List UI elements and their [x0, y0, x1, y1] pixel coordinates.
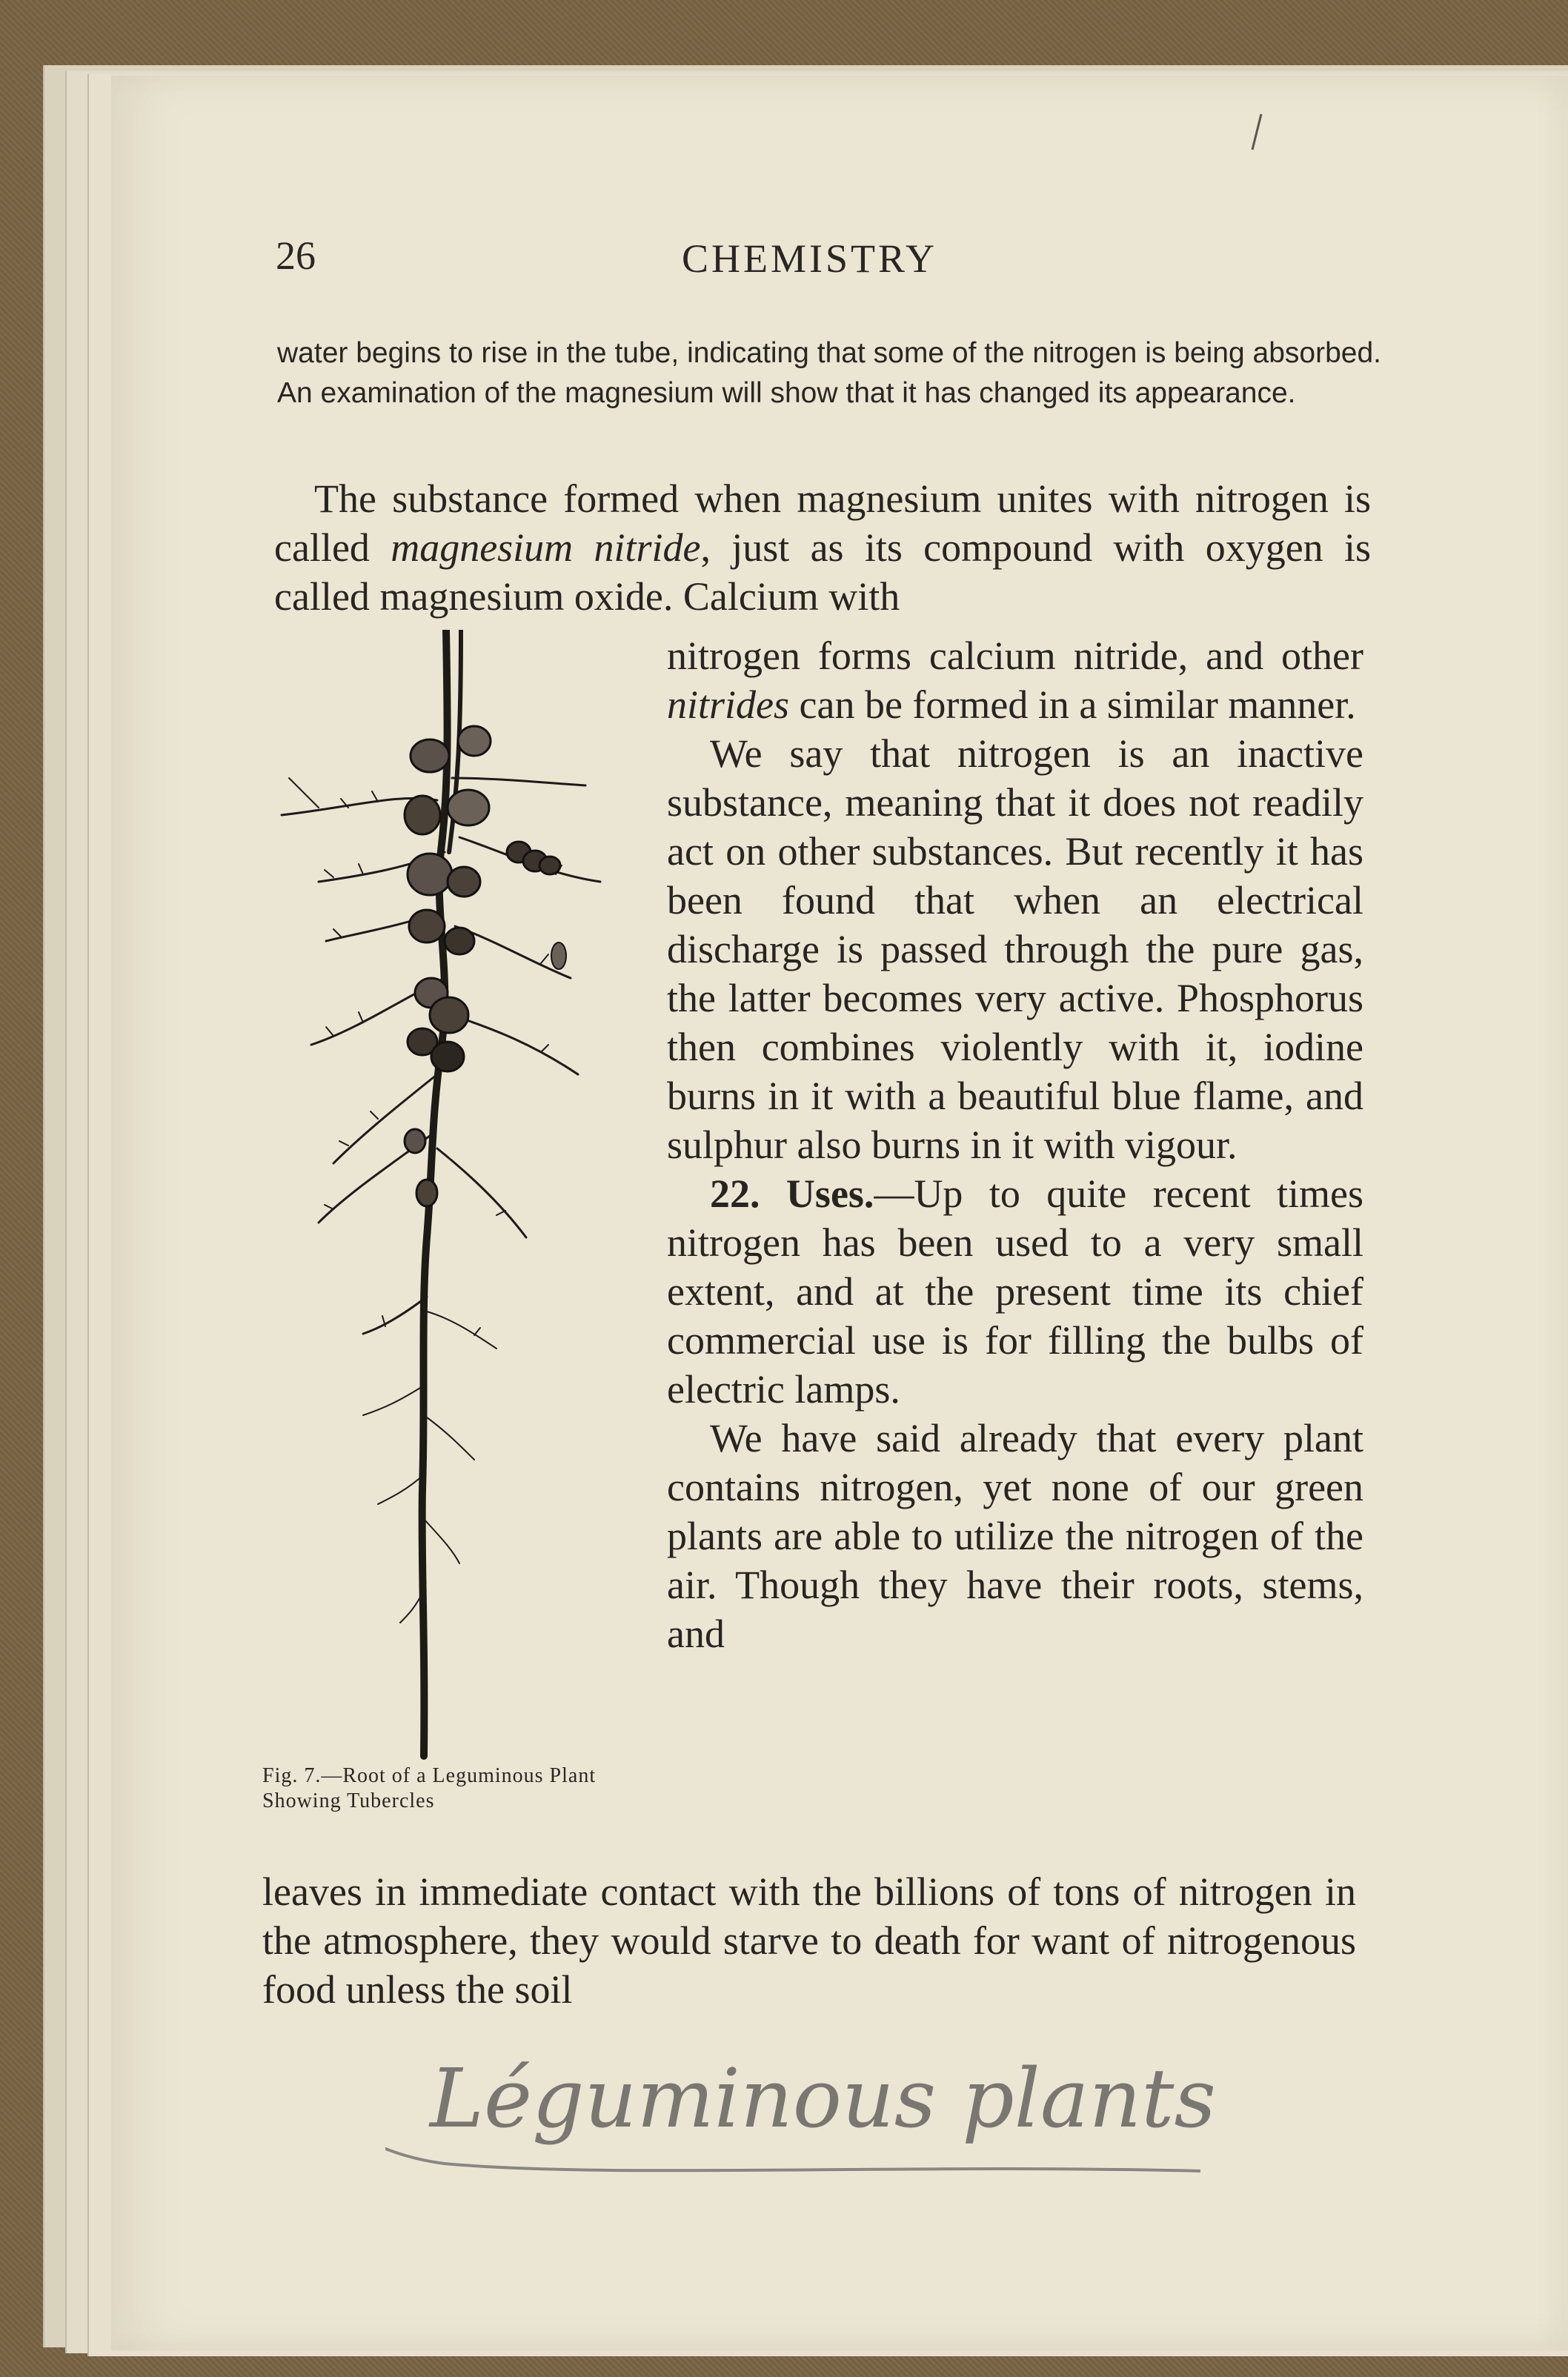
- figure-caption: Fig. 7.—Root of a Leguminous Plant Showing Tubercles: [262, 1764, 597, 1812]
- pencil-tick-icon: [1245, 111, 1267, 156]
- text-column: [667, 631, 1363, 1658]
- root-tubercles-illustration: [274, 630, 630, 1763]
- paragraph-nitrides: nitrogen forms calcium nitride, and other nitrides can be formed in a similar manner.: [667, 634, 1363, 727]
- handwritten-note: Léguminous plants: [430, 2051, 1216, 2146]
- running-head-title: CHEMISTRY: [682, 236, 938, 281]
- paragraph-magnesium-nitride: The substance formed when magnesium unites with nitrogen is called magnesium nitride, just as its compound with oxygen is called magnesium oxide. Calcium with: [274, 476, 1371, 619]
- paragraph-uses: 22. Uses.—Up to quite recent times nitrogen has been used to a very small extent, and at the present time its chief commercial use is for filling the bulbs of electric lamps.: [667, 1171, 1364, 1412]
- paragraph-plants: We have said already that every plant contains nitrogen, yet none of our green plants are able to utilize the nitrogen of the air. Though they have their roots, stems, and: [667, 1416, 1363, 1656]
- page-number: 26: [276, 233, 316, 278]
- paragraph-inactive: We say that nitrogen is an inactive substance, meaning that it does not readily act on other substances. But recently it has been found that when an electrical discharge is passed through the pure gas, the latter becomes very active. Phosphorus then combines violently with it, iodine burns in it with a beautiful blue flame, and sulphur also burns in it with vigour.: [667, 731, 1363, 1167]
- section-heading-uses: 22. Uses.: [710, 1171, 874, 1216]
- small-print-paragraph: water begins to rise in the tube, indicating that some of the nitrogen is being absorbed. An examination of the magnesium will show that it has changed its appearance.: [277, 337, 1381, 409]
- pencil-annotation: [385, 2023, 1275, 2215]
- paragraph-continuation: leaves in immediate contact with the billions of tons of nitrogen in the atmosphere, they would starve to death for want of nitrogenous food unless the soil: [262, 1869, 1356, 2012]
